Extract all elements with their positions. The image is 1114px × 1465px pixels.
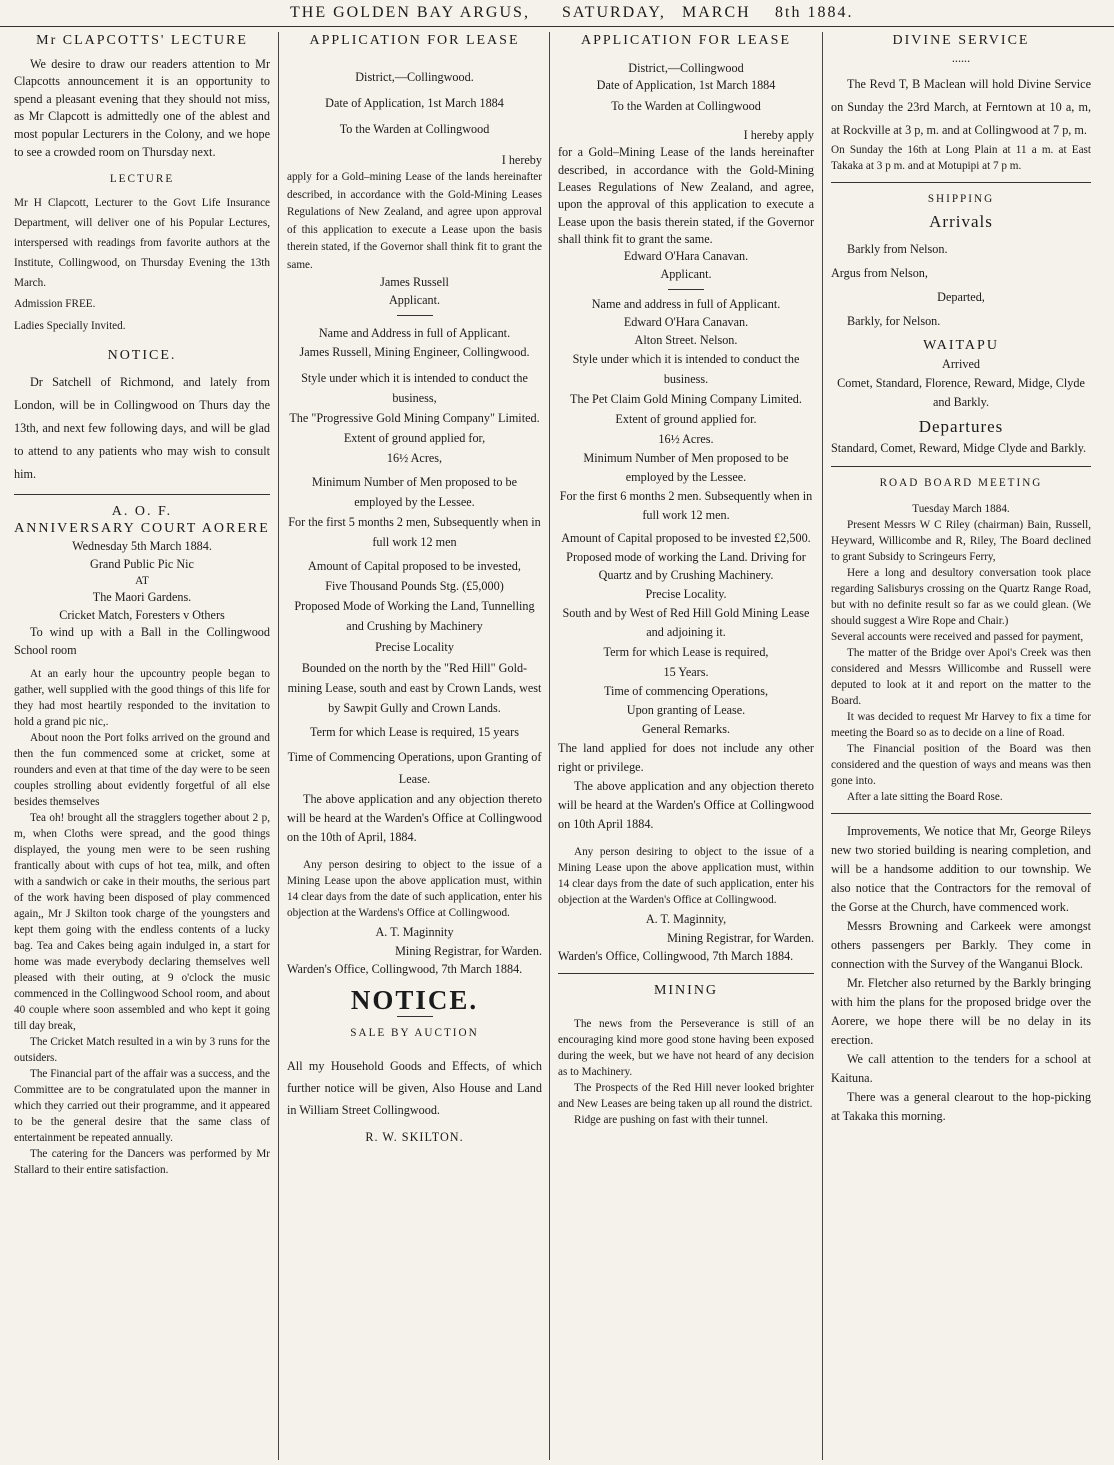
- extent-label: Extent of ground applied for,: [343, 430, 486, 445]
- men-value: For the first 6 months 2 men. Subsequently when in full work 12 men.: [559, 489, 813, 523]
- notice-body: Dr Satchell of Richmond, and lately from London, will be in Collingwood on Thurs day the 13th, and next few following days, and will be glad to attend to any patients who may wish to consult him.: [14, 374, 270, 481]
- sale-body: All my Household Goods and Effects, of which further notice will be given, Also House and Land in William Street Collingwood.: [287, 1058, 542, 1117]
- short-rule: [668, 289, 704, 290]
- aof-ball: To wind up with a Ball in the Collingwood School room: [14, 625, 270, 657]
- style-value: The Pet Claim Gold Mining Company Limited.: [570, 392, 802, 407]
- locality-value: South and by West of Red Hill Gold Mining Lease and adjoining it.: [562, 606, 810, 640]
- style-value: The "Progressive Gold Mining Company" Limited.: [289, 410, 540, 425]
- lease-to: To the Warden at Collingwood: [611, 98, 761, 113]
- lecture-article: We desire to draw our readers attention to Mr Clapcotts announcement it is an opportunity to spend a pleasant evening that they should not miss, as Mr Clapcott is admittedly one of the ablest and most popular Lecturers in the Colony, and we hope to see a crowded room on Thursday next.: [14, 56, 270, 159]
- column-divider: [278, 32, 279, 1460]
- ladies-line: Ladies Specially Invited.: [14, 320, 126, 333]
- section-rule: [831, 182, 1091, 183]
- road-board-heading: ROAD BOARD MEETING: [879, 476, 1043, 489]
- capital-value: Five Thousand Pounds Stg. (£5,000): [325, 578, 504, 593]
- mining-paragraph: The news from the Perseverance is still of an encouraging kind more good stone having been exposed during the week, but we have not heard of any decision as to Machinery.: [558, 1017, 814, 1078]
- registrar-title: Mining Registrar, for Warden.: [395, 943, 542, 958]
- aof-place: The Maori Gardens.: [92, 590, 192, 605]
- aof-paragraph: The Cricket Match resulted in a win by 3 runs for the outsiders.: [14, 1035, 270, 1064]
- news-paragraph: Messrs Browning and Carkeek were amongst others passengers per Barkly. They come in connection with the Survey of the Wanganui Block.: [831, 918, 1091, 971]
- notice-heading: NOTICE.: [350, 985, 479, 1016]
- capital-label: Amount of Capital proposed to be invested,: [308, 558, 521, 573]
- warden-office: Warden's Office, Collingwood, 7th March 1884.: [287, 961, 523, 976]
- divine-body: The Revd T, B Maclean will hold Divine Service on Sunday the 23rd March, at Ferntown at 10 a, m, at Rockville at 3 p, m. and at Collingwood at 7 p, m.: [831, 77, 1091, 138]
- lease-heading: APPLICATION FOR LEASE: [309, 33, 520, 48]
- lease-date: Date of Application, 1st March 1884: [325, 95, 504, 110]
- divine-heading: DIVINE SERVICE: [892, 33, 1030, 48]
- road-board-paragraph: Present Messrs W C Riley (chairman) Bain, Russell, Heyward, Willicombe and R, Riley, The Board declined to grant Subsidy to Scringeurs Ferry,: [831, 518, 1091, 563]
- lecture-heading: Mr CLAPCOTTS' LECTURE: [36, 33, 248, 48]
- locality-label: Precise Locality: [375, 639, 454, 654]
- lease-district: District,—Collingwood.: [355, 69, 474, 84]
- column-2: [287, 32, 542, 1460]
- section-rule: [831, 813, 1091, 814]
- time-line: Time of Commencing Operations, upon Granting of Lease.: [287, 749, 542, 786]
- locality-label: Precise Locality.: [645, 587, 727, 602]
- term-label: Term for which Lease is required,: [603, 645, 769, 660]
- road-board-paragraph: It was decided to request Mr Harvey to fix a time for meeting the Board so as to decide on a line of Road.: [831, 710, 1091, 739]
- column-divider: [549, 32, 550, 1460]
- applicant-label: Applicant.: [388, 292, 441, 307]
- admission-line: Admission FREE.: [14, 298, 96, 311]
- section-rule: [14, 494, 270, 495]
- time-value: Upon granting of Lease.: [626, 703, 746, 718]
- name-address: James Russell, Mining Engineer, Collingwood.: [299, 345, 530, 360]
- lease-date: Date of Application, 1st March 1884: [596, 78, 776, 93]
- remarks-body: The land applied for does not include any other right or privilege.: [558, 741, 814, 775]
- departed-item: Barkly, for Nelson.: [847, 313, 941, 328]
- name-address: Alton Street. Nelson.: [634, 332, 738, 347]
- road-board-paragraph: After a late sitting the Board Rose.: [847, 790, 1003, 803]
- extent-label: Extent of ground applied for.: [615, 412, 757, 427]
- name-address-label: Name and Address in full of Applicant.: [318, 326, 511, 341]
- arrived-heading: Arrived: [942, 357, 980, 372]
- men-label: Minimum Number of Men proposed to be employed by the Lessee.: [583, 451, 789, 485]
- notice-heading: NOTICE.: [107, 348, 177, 364]
- section-rule: [831, 466, 1091, 467]
- masthead: [0, 0, 1114, 27]
- lease-heading: APPLICATION FOR LEASE: [580, 33, 791, 48]
- lease-apply-lead: I hereby apply: [743, 127, 814, 142]
- applicant-label: Applicant.: [660, 266, 712, 281]
- sale-heading: SALE BY AUCTION: [350, 1026, 479, 1039]
- lecture-ad-heading: LECTURE: [109, 173, 175, 186]
- term-value: 15 Years.: [663, 665, 709, 680]
- road-board-paragraph: The matter of the Bridge over Apoi's Creek was then considered and Messrs Willicombe and Russell were deputed to look at it and report on the matter to the Board.: [831, 646, 1091, 707]
- term-line: Term for which Lease is required, 15 years: [310, 724, 519, 739]
- departures-heading: Departures: [918, 417, 1004, 437]
- warden-office: Warden's Office, Collingwood, 7th March 1884.: [558, 948, 794, 963]
- section-rule: [558, 973, 814, 974]
- column-3: [558, 32, 814, 1460]
- paper-name: THE GOLDEN BAY ARGUS,: [290, 4, 530, 21]
- issue-month: MARCH: [682, 4, 751, 21]
- road-board-date: Tuesday March 1884.: [912, 502, 1010, 515]
- object-notice: Any person desiring to object to the issue of a Mining Lease upon the above application must, within 14 clear days from the date of such application, enter his objection at the Wardens's Office at Collingwood.: [287, 858, 542, 919]
- lecture-ad-body: Mr H Clapcott, Lecturer to the Govt Life Insurance Department, will deliver one of his Popular Lectures, interspersed with readings from favorite authors at the Institute, Collingwood, on Thursday Evening the 13th March.: [14, 197, 270, 290]
- registrar-title: Mining Registrar, for Warden.: [667, 931, 814, 946]
- lease-apply-lead: I hereby: [501, 152, 542, 167]
- short-rule: [397, 315, 433, 316]
- applicant-name: Edward O'Hara Canavan.: [623, 249, 749, 264]
- mining-paragraph: Ridge are pushing on fast with their tunnel.: [574, 1113, 768, 1126]
- departed-heading: Departed,: [937, 289, 985, 304]
- short-rule: [397, 1016, 433, 1017]
- aof-cricket: Cricket Match, Foresters v Others: [59, 607, 225, 622]
- column-4: [831, 32, 1091, 1460]
- road-board-paragraph: The Financial position of the Board was then considered and the question of ways and means was then gone into.: [831, 742, 1091, 787]
- shipping-heading: SHIPPING: [927, 193, 995, 206]
- arrivals-heading: Arrivals: [929, 212, 993, 232]
- aof-heading: A. O. F.: [111, 503, 173, 519]
- locality-value: Bounded on the north by the "Red Hill" Gold-mining Lease, south and east by Crown Lands, west by Sawpit Gully and Crown Lands.: [287, 660, 542, 715]
- divine-dots: ......: [951, 50, 971, 65]
- objection-body: The above application and any objection thereto will be heard at the Warden's Office at Collingwood on 10th April 1884.: [558, 779, 814, 832]
- extent-value: 16½ Acres.: [658, 432, 714, 447]
- men-value: For the first 5 months 2 men, Subsequently when in full work 12 men: [288, 514, 541, 549]
- extent-value: 16½ Acres,: [386, 450, 443, 465]
- arrival-item: Barkly from Nelson.: [847, 241, 948, 256]
- remarks-label: General Remarks.: [642, 722, 730, 737]
- registrar-name: A. T. Maginnity,: [645, 912, 727, 927]
- column-1: [14, 32, 270, 1460]
- waitapu-heading: WAITAPU: [923, 337, 999, 353]
- mining-paragraph: The Prospects of the Red Hill never looked brighter and New Leases are being taken up all round the district.: [558, 1081, 814, 1110]
- sale-signature: R. W. SKILTON.: [365, 1129, 464, 1144]
- lease-district: District,—Collingwood: [628, 60, 744, 75]
- aof-at: AT: [135, 575, 149, 588]
- time-label: Time of commencing Operations,: [603, 684, 769, 699]
- news-paragraph: We call attention to the tenders for a school at Kaituna.: [831, 1051, 1091, 1085]
- road-board-paragraph: Several accounts were received and passed for payment,: [831, 630, 1084, 643]
- issue-date: 8th 1884.: [775, 4, 854, 21]
- divine-body-2: On Sunday the 16th at Long Plain at 11 a m. at East Takaka at 3 p m. and at Motupipi at 7 p m.: [831, 144, 1091, 173]
- aof-paragraph: The catering for the Dancers was performed by Mr Stallard to their entire satisfaction.: [14, 1147, 270, 1176]
- departures-list: Standard, Comet, Reward, Midge Clyde and Barkly.: [831, 440, 1087, 455]
- mode-label: Proposed Mode of Working the Land, Tunnelling and Crushing by Machinery: [294, 598, 535, 633]
- aof-court: ANNIVERSARY COURT AORERE: [14, 521, 270, 537]
- lease-apply-body: apply for a Gold–mining Lease of the lands hereinafter described, in accordance with the Gold-Mining Leases Regulations of New Zealand, and agree upon approval of this application to execute a Lease upon the basis therein stated, if the Governor shall think fit to grant the same.: [287, 171, 542, 271]
- name-address-label: Name and address in full of Applicant.: [591, 297, 781, 312]
- men-label: Minimum Number of Men proposed to be employed by the Lessee.: [311, 474, 518, 509]
- lease-to: To the Warden at Collingwood: [339, 121, 490, 136]
- style-label: Style under which it is intended to conduct the business.: [572, 352, 800, 387]
- capital-label: Amount of Capital proposed to be invested £2,500.: [561, 531, 811, 546]
- aof-date: Wednesday 5th March 1884.: [72, 538, 212, 553]
- aof-picnic: Grand Public Pic Nic: [90, 556, 194, 571]
- object-notice: Any person desiring to object to the issue of a Mining Lease upon the above application must, within 14 clear days from the date of such application, enter his objection at the Warden's Office at Collingwood.: [558, 846, 814, 907]
- arrival-item: Argus from Nelson,: [831, 265, 928, 280]
- news-paragraph: Mr. Fletcher also returned by the Barkly bringing with him the plans for the proposed bridge over the Aorere, we hope there will be no delay in its erection.: [831, 975, 1091, 1047]
- lease-apply-body: for a Gold–Mining Lease of the lands hereinafter described, in accordance with the Gold-Mining Leases Regulations of New Zealand, and agree, upon the approval of this application to execute a Lease upon the basis therein stated, if the Governor shall think fit to grant the same.: [558, 145, 814, 246]
- applicant-name: James Russell: [380, 275, 449, 290]
- arrived-list: Comet, Standard, Florence, Reward, Midge, Clyde and Barkly.: [837, 376, 1085, 410]
- mode-label: Proposed mode of working the Land. Driving for Quartz and by Crushing Machinery.: [566, 550, 806, 583]
- mining-heading: MINING: [653, 983, 719, 999]
- issue-day: SATURDAY,: [562, 4, 666, 21]
- aof-paragraph: Tea oh! brought all the stragglers together about 2 p, m, when Cloths were spread, and the good things displayed, the young men were to be seen rushing frantically about with cups of hot tea, milk, and often with a sandwich or cake in their mouths, the serious part of the work having been disposed of play commenced again,, Mr J Skilton took charge of the youngsters and kept them going with the endless contents of a lucky bag. Tea and Cakes being again indulged in, a start for home was made everybody declaring themselves well pleased with their outing, at 9 o'clock the music commenced in the Collingwood School room, and about 40 couple where soon assembled and who kept it going till day break,: [14, 811, 270, 1032]
- name-address: Edward O'Hara Canavan.: [623, 314, 749, 329]
- aof-paragraph: The Financial part of the affair was a success, and the Committee are to be congratulated upon the manner in which they carried out their programme, and it appeared to be the general desire that the same class of entertainment be repeated annually.: [14, 1067, 270, 1144]
- registrar-name: A. T. Maginnity: [375, 924, 454, 939]
- news-paragraph: There was a general clearout to the hop-picking at Takaka this morning.: [831, 1089, 1091, 1123]
- road-board-paragraph: Here a long and desultory conversation took place regarding Salisburys crossing on the Quartz Range Road, but with no definite result so far as we could glean. (We should suggest a Wire Rope and Chair.): [831, 566, 1091, 627]
- objection-body: The above application and any objection thereto will be heard at the Warden's Office at Collingwood on the 10th of April, 1884.: [287, 791, 542, 844]
- aof-paragraph: About noon the Port folks arrived on the ground and then the fun commenced some at cricket, some at rounders and even at that time of the day were to be seen couples strolling about evidently forgetful of all else besides themselves: [14, 731, 270, 808]
- aof-paragraph: At an early hour the upcountry people began to gather, well supplied with the good things of this life for they had most heartily responded to the invitation to hold a grand pic nic,.: [14, 667, 270, 728]
- column-divider: [822, 32, 823, 1460]
- news-paragraph: Improvements, We notice that Mr, George Rileys new two storied building is nearing completion, and will be a handsome addition to our township. We also notice that the Contractors for the removal of the Gorse at the Church, have commenced work.: [831, 823, 1091, 914]
- style-label: Style under which it is intended to conduct the business,: [301, 370, 528, 405]
